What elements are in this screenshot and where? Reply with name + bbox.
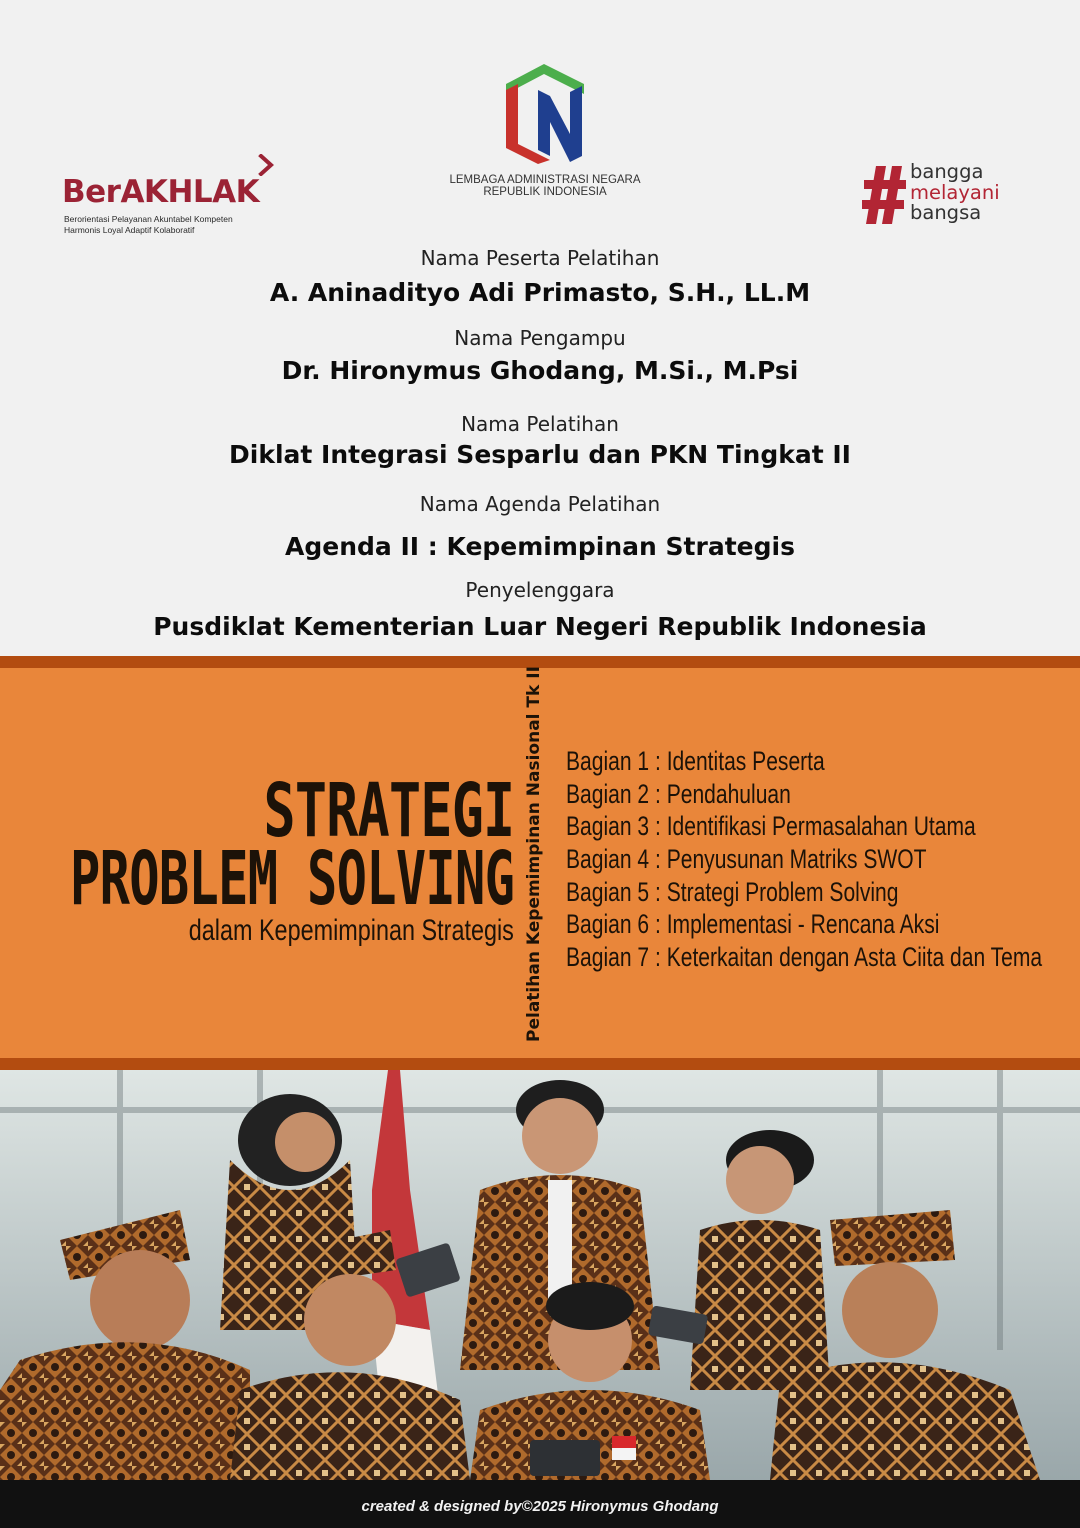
footer-bar: [0, 1480, 1080, 1528]
bangga-words: [910, 162, 1000, 224]
footer-credit: created & designed by©2025 Hironymus Ghodang: [361, 1498, 719, 1515]
cover-subtitle: dalam Kepemimpinan Strategis: [188, 914, 514, 947]
hashtag-icon: [862, 164, 908, 226]
cover-photo-illustration: [0, 1070, 1080, 1480]
instructor-label: Nama Pengampu: [454, 326, 626, 350]
section-item: Bagian 6 : Implementasi - Rencana Aksi: [566, 909, 940, 940]
cover-title-line-1: STRATEGI: [263, 768, 514, 854]
agenda-name: Agenda II : Kepemimpinan Strategis: [285, 532, 795, 561]
berakhlak-logo: [62, 152, 292, 242]
bangga-line-3: bangsa: [910, 201, 982, 224]
bangga-melayani-bangsa-logo: [862, 160, 1032, 234]
section-item: Bagian 2 : Pendahuluan: [566, 778, 791, 809]
berakhlak-tagline-line-2: Harmonis Loyal Adaptif Kolaboratif: [64, 225, 195, 235]
participant-label: Nama Peserta Pelatihan: [420, 246, 660, 270]
section-item: Bagian 3 : Identifikasi Permasalahan Utama: [566, 811, 976, 842]
chevron-right-icon: [255, 154, 277, 176]
agenda-label: Nama Agenda Pelatihan: [419, 492, 661, 516]
section-list: [566, 746, 1066, 975]
training-name: Diklat Integrasi Sesparlu dan PKN Tingkat II: [229, 440, 851, 469]
lan-name: [440, 174, 650, 198]
organizer-label: Penyelenggara: [465, 578, 615, 602]
section-item: Bagian 4 : Penyusunan Matriks SWOT: [566, 844, 927, 875]
bangga-line-1: bangga: [910, 160, 984, 183]
section-item: Bagian 5 : Strategi Problem Solving: [566, 876, 899, 907]
band-bottom-rule: [0, 1058, 1080, 1070]
berakhlak-tagline-line-1: Berorientasi Pelayanan Akuntabel Kompeten: [64, 214, 233, 224]
cover-photo: [0, 1070, 1080, 1480]
cover-header: [0, 0, 1080, 656]
berakhlak-tagline: [64, 214, 233, 236]
lan-emblem-icon: [498, 60, 590, 164]
berakhlak-wordmark: BerAKHLAK: [62, 174, 260, 210]
participant-name: A. Aninadityo Adi Primasto, S.H., LL.M: [269, 278, 811, 307]
organizer-name: Pusdiklat Kementerian Luar Negeri Republik Indonesia: [153, 612, 927, 641]
bangga-line-2: melayani: [910, 180, 1000, 204]
title-band: [0, 656, 1080, 1070]
lan-logo: [440, 58, 650, 208]
instructor-name: Dr. Hironymus Ghodang, M.Si., M.Psi: [281, 356, 799, 385]
cover-title-line-2: PROBLEM SOLVING: [69, 836, 514, 922]
lan-name-line-2: REPUBLIK INDONESIA: [483, 186, 607, 198]
lan-name-line-1: LEMBAGA ADMINISTRASI NEGARA: [449, 174, 641, 186]
section-item: Bagian 1 : Identitas Peserta: [566, 746, 825, 776]
program-vertical-label: Pelatihan Kepemimpinan Nasional Tk II: [524, 666, 544, 1042]
section-item: Bagian 7 : Keterkaitan dengan Asta Ciita dan Tema: [566, 942, 1043, 973]
training-label: Nama Pelatihan: [461, 412, 619, 436]
